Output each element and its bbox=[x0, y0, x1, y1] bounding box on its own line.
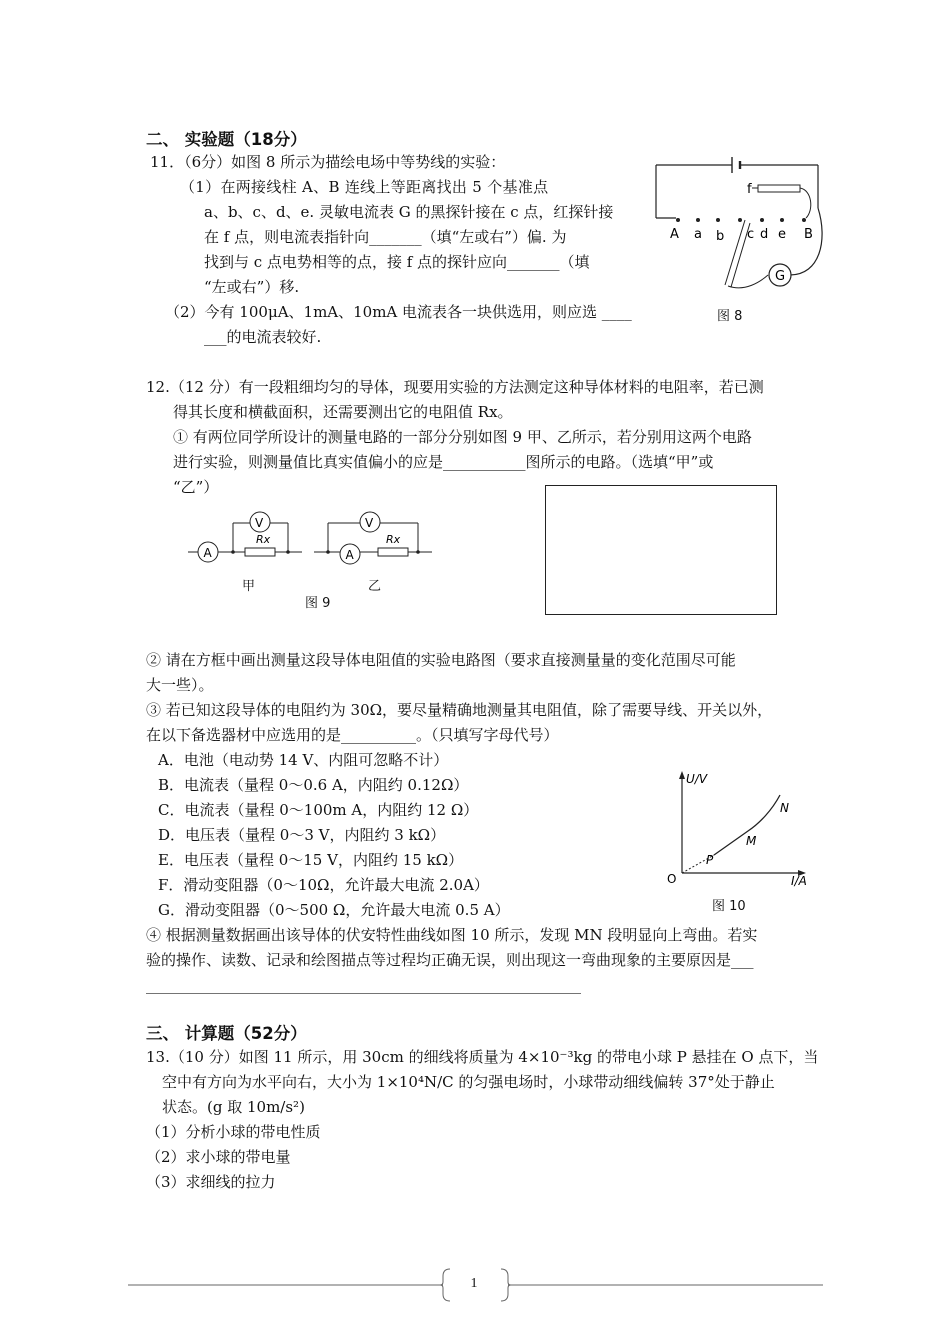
option-e: E．电压表（量程 0～15 V，内阻约 15 kΩ） bbox=[158, 851, 464, 869]
q12-line7: 大一些）。 bbox=[146, 676, 214, 694]
q12-line2: 得其长度和横截面积，还需要测出它的电阻值 Rx。 bbox=[173, 403, 513, 421]
fig8-label-G: G bbox=[775, 269, 786, 284]
option-a: A．电池（电动势 14 V、内阻可忽略不计） bbox=[158, 751, 449, 769]
q11-line4: 在 f 点，则电流表指针向_______（填“左或右”）偏. 为 bbox=[204, 228, 567, 246]
fig8-label-A: A bbox=[670, 227, 679, 242]
q12-line9: 在以下备选器材中应选用的是__________。（只填写字母代号） bbox=[146, 726, 559, 744]
q13-sub1: （1）分析小球的带电性质 bbox=[146, 1123, 321, 1141]
fig8-label-a: a bbox=[694, 227, 702, 242]
figure-9-caption: 图 9 bbox=[305, 596, 331, 611]
section-2-title: 二、 实验题（18分） bbox=[146, 130, 307, 149]
figure-10-caption: 图 10 bbox=[712, 899, 746, 914]
q13-line1: 13.（10 分）如图 11 所示，用 30cm 的细线将质量为 4×10⁻³kg 的带电小球 P 悬挂在 O 点下，当 bbox=[146, 1048, 819, 1066]
fig8-label-f: f bbox=[747, 182, 752, 197]
q11-line2: （1）在两接线柱 A、B 连线上等距离找出 5 个基准点 bbox=[180, 178, 549, 196]
fig9-yi-voltmeter-label: V bbox=[365, 516, 374, 530]
circuit-drawing-box[interactable] bbox=[545, 485, 777, 615]
fig10-point-p: P bbox=[706, 853, 714, 867]
q12-line6: ② 请在方框中画出测量这段导体电阻值的实验电路图（要求直接测量量的变化范围尽可能 bbox=[146, 651, 736, 669]
q11-line3: a、b、c、d、e. 灵敏电流表 G 的黑探针接在 c 点，红探针接 bbox=[204, 203, 614, 221]
option-d: D．电压表（量程 0～3 V，内阻约 3 kΩ） bbox=[158, 826, 446, 844]
fig9-yi-rx-label: Rx bbox=[386, 533, 401, 546]
fig8-label-d: d bbox=[760, 227, 769, 242]
fig9-yi-label: 乙 bbox=[368, 579, 382, 594]
q12-line12: __________________________________________________________ bbox=[146, 976, 581, 994]
section-3-title: 三、 计算题（52分） bbox=[146, 1024, 307, 1043]
fig10-ylabel: U/V bbox=[686, 772, 708, 786]
option-f: F．滑动变阻器（0～10Ω，允许最大电流 2.0A） bbox=[158, 876, 489, 894]
fig10-xlabel: I/A bbox=[791, 874, 807, 888]
fig9-jia-ammeter-label: A bbox=[203, 546, 212, 560]
fig9-jia-label: 甲 bbox=[242, 579, 256, 594]
q13-sub3: （3）求细线的拉力 bbox=[146, 1173, 276, 1191]
q12-line5: “乙”） bbox=[173, 478, 219, 496]
q11-line1: 11．（6分）如图 8 所示为描绘电场中等势线的实验： bbox=[150, 153, 506, 171]
q12-line3: ① 有两位同学所设计的测量电路的一部分分别如图 9 甲、乙所示，若分别用这两个电路 bbox=[173, 428, 752, 446]
fig8-label-b: b bbox=[716, 229, 725, 244]
fig8-label-c: c bbox=[747, 227, 755, 242]
figure-8-diagram bbox=[650, 150, 830, 300]
fig9-yi-ammeter-label: A bbox=[345, 548, 354, 562]
figure-9-diagram bbox=[180, 505, 440, 585]
option-b: B．电流表（量程 0～0.6 A，内阻约 0.12Ω） bbox=[158, 776, 469, 794]
figure-10-graph bbox=[660, 765, 820, 893]
q12-line1: 12.（12 分）有一段粗细均匀的导体，现要用实验的方法测定这种导体材料的电阻率，若已测 bbox=[146, 378, 764, 396]
q12-line11: 验的操作、读数、记录和绘图描点等过程均正确无误，则出现这一弯曲现象的主要原因是___ bbox=[146, 951, 754, 969]
fig10-origin: O bbox=[667, 872, 677, 886]
q12-line10: ④ 根据测量数据画出该导体的伏安特性曲线如图 10 所示，发现 MN 段明显向上弯曲。若实 bbox=[146, 926, 758, 944]
q12-line4: 进行实验，则测量值比真实值偏小的应是___________图所示的电路。（选填“甲”或 bbox=[173, 453, 714, 471]
q13-line3: 状态。(g 取 10m/s²) bbox=[162, 1098, 305, 1116]
q13-line2: 空中有方向为水平向右，大小为 1×10⁴N/C 的匀强电场时，小球带动细线偏转 37°处于静止 bbox=[162, 1073, 775, 1091]
fig8-label-e: e bbox=[778, 227, 786, 242]
page-number: 1 bbox=[470, 1276, 478, 1291]
q11-line7: （2）今有 100μA、1mA、10mA 电流表各一块供选用，则应选 ____ bbox=[165, 303, 632, 321]
fig9-jia-rx-label: Rx bbox=[256, 533, 271, 546]
q13-sub2: （2）求小球的带电量 bbox=[146, 1148, 291, 1166]
option-g: G．滑动变阻器（0～500 Ω，允许最大电流 0.5 A） bbox=[158, 901, 510, 919]
fig9-jia-voltmeter-label: V bbox=[255, 516, 264, 530]
q11-line6: “左或右”）移. bbox=[204, 278, 300, 296]
option-c: C．电流表（量程 0～100m A，内阻约 12 Ω） bbox=[158, 801, 479, 819]
figure-8-caption: 图 8 bbox=[717, 309, 743, 324]
q11-line8: ___的电流表较好. bbox=[204, 328, 322, 346]
q12-line8: ③ 若已知这段导体的电阻约为 30Ω，要尽量精确地测量其电阻值，除了需要导线、开关以外， bbox=[146, 701, 773, 719]
q11-line5: 找到与 c 点电势相等的点，接 f 点的探针应向_______（填 bbox=[204, 253, 590, 271]
fig10-point-n: N bbox=[780, 801, 789, 815]
fig8-label-B: B bbox=[804, 227, 813, 242]
fig10-point-m: M bbox=[746, 834, 757, 848]
